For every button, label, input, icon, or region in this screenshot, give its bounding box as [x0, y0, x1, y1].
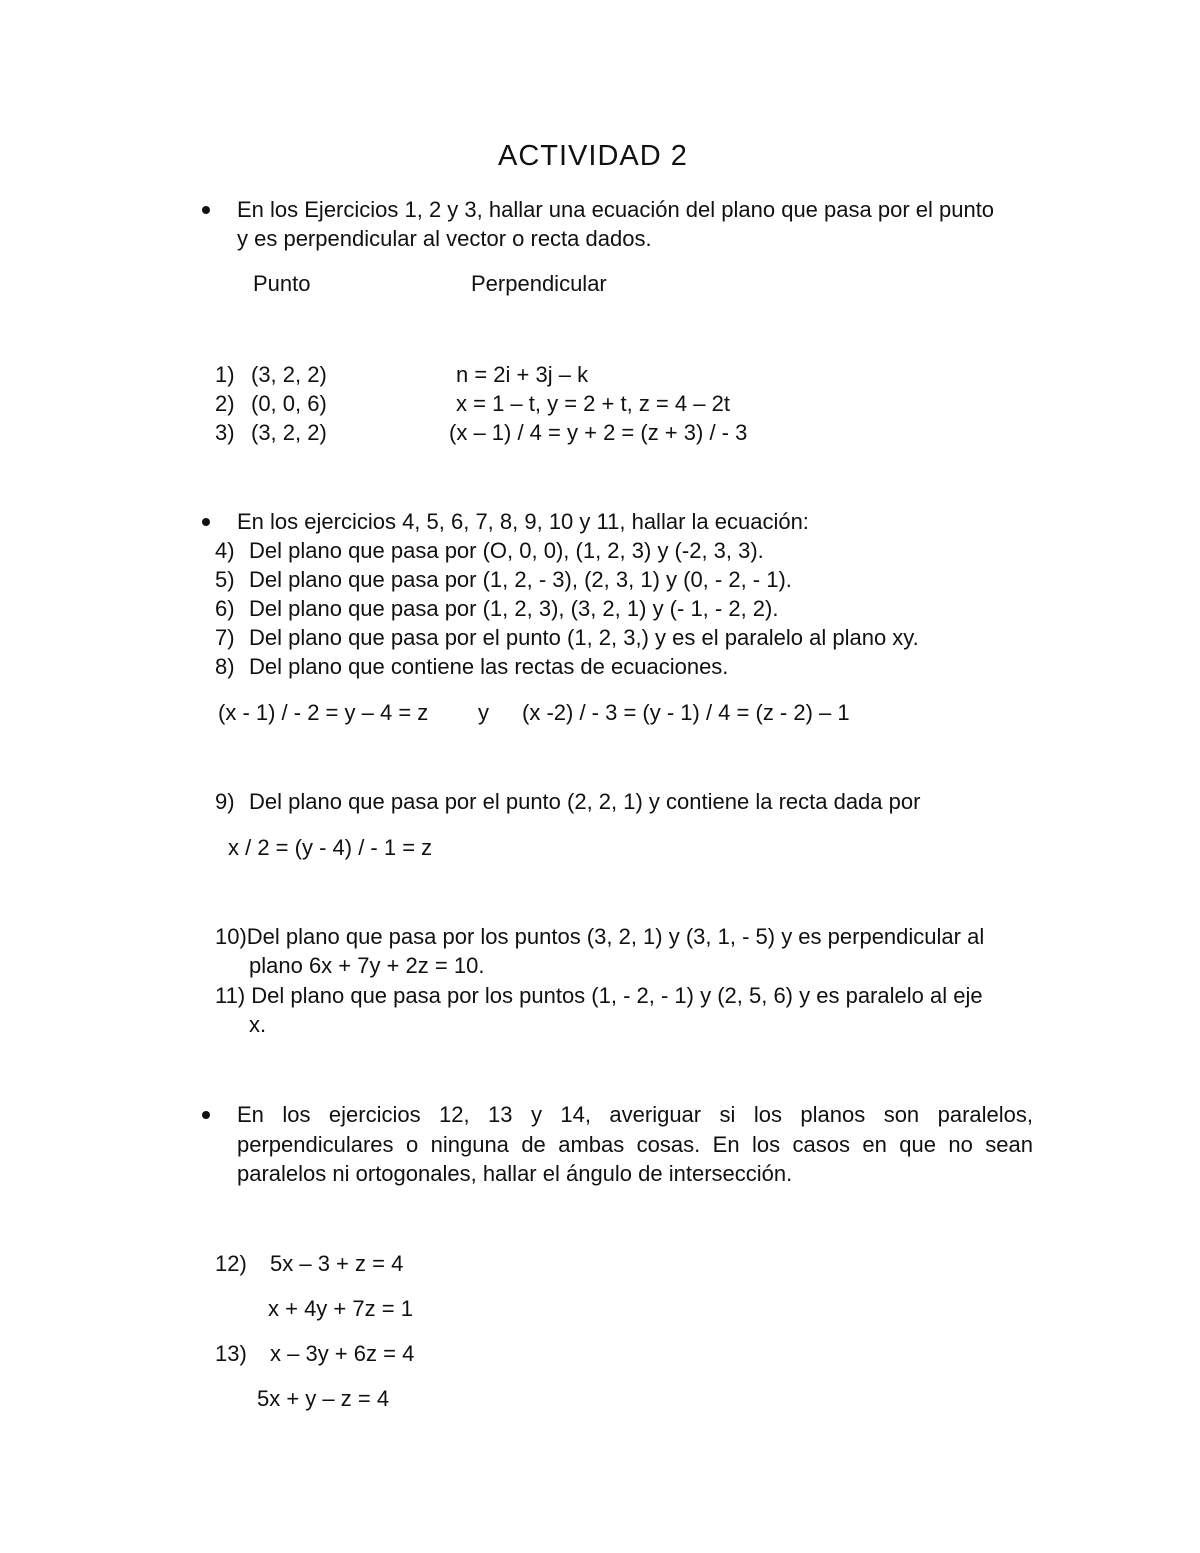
exercise-13-equation-2: 5x + y – z = 4 — [257, 1386, 390, 1411]
item-text: Del plano que contiene las rectas de ecuaciones. — [249, 654, 729, 679]
section3-line1: En los ejercicios 12, 13 y 14, averiguar si los planos son paralelos, — [237, 1102, 1033, 1127]
item-number: 6) — [215, 596, 235, 621]
row-perpendicular: n = 2i + 3j – k — [456, 362, 589, 387]
item-text: Del plano que pasa por (1, 2, 3), (3, 2, 1) y (- 1, - 2, 2). — [249, 596, 779, 621]
item-number: 4) — [215, 538, 235, 563]
row-perpendicular: (x – 1) / 4 = y + 2 = (z + 3) / - 3 — [449, 420, 748, 445]
page-title: ACTIVIDAD 2 — [498, 140, 688, 172]
bullet-1 — [202, 206, 210, 214]
bullet-3 — [202, 1111, 210, 1119]
item-number: 5) — [215, 567, 235, 592]
item-number: 8) — [215, 654, 235, 679]
row-perpendicular: x = 1 – t, y = 2 + t, z = 4 – 2t — [456, 391, 730, 416]
column-header-perpendicular: Perpendicular — [471, 271, 607, 296]
section1-intro-line2: y es perpendicular al vector o recta dados. — [237, 226, 652, 251]
equation-9: x / 2 = (y - 4) / - 1 = z — [228, 835, 433, 860]
section1-intro-line1: En los Ejercicios 1, 2 y 3, hallar una ecuación del plano que pasa por el punto — [237, 197, 995, 222]
item-11-line1: 11) Del plano que pasa por los puntos (1, - 2, - 1) y (2, 5, 6) y es paralelo al eje — [215, 983, 983, 1008]
equation-8a: (x - 1) / - 2 = y – 4 = z — [218, 700, 429, 725]
section2-intro: En los ejercicios 4, 5, 6, 7, 8, 9, 10 y 11, hallar la ecuación: — [237, 509, 809, 534]
item-number: 9) — [215, 789, 235, 814]
column-header-point: Punto — [253, 271, 311, 296]
section3-line3: paralelos ni ortogonales, hallar el ángulo de intersección. — [237, 1161, 793, 1186]
row-number: 1) — [215, 362, 235, 387]
section3-line2: perpendiculares o ninguna de ambas cosas. En los casos en que no sean — [237, 1132, 1033, 1157]
row-point: (0, 0, 6) — [251, 391, 327, 416]
row-number: 2) — [215, 391, 235, 416]
item-10-line2: plano 6x + 7y + 2z = 10. — [249, 953, 485, 978]
row-point: (3, 2, 2) — [251, 420, 327, 445]
item-text: Del plano que pasa por el punto (1, 2, 3,) y es el paralelo al plano xy. — [249, 625, 919, 650]
item-text: Del plano que pasa por (1, 2, - 3), (2, 3, 1) y (0, - 2, - 1). — [249, 567, 792, 592]
bullet-2 — [202, 518, 210, 526]
item-11-line2: x. — [249, 1012, 267, 1037]
item-text: Del plano que pasa por (O, 0, 0), (1, 2, 3) y (-2, 3, 3). — [249, 538, 764, 563]
item-10-line1: 10)Del plano que pasa por los puntos (3, 2, 1) y (3, 1, - 5) y es perpendicular al — [215, 924, 985, 949]
equation-8-and: y — [478, 700, 489, 725]
exercise-13-equation-1: x – 3y + 6z = 4 — [270, 1341, 415, 1366]
exercise-12-number: 12) — [215, 1251, 247, 1276]
row-point: (3, 2, 2) — [251, 362, 327, 387]
exercise-12-equation-1: 5x – 3 + z = 4 — [270, 1251, 404, 1276]
item-number: 7) — [215, 625, 235, 650]
exercise-13-number: 13) — [215, 1341, 247, 1366]
row-number: 3) — [215, 420, 235, 445]
item-text: Del plano que pasa por el punto (2, 2, 1) y contiene la recta dada por — [249, 789, 921, 814]
equation-8b: (x -2) / - 3 = (y - 1) / 4 = (z - 2) – 1 — [522, 700, 850, 725]
exercise-12-equation-2: x + 4y + 7z = 1 — [268, 1296, 413, 1321]
